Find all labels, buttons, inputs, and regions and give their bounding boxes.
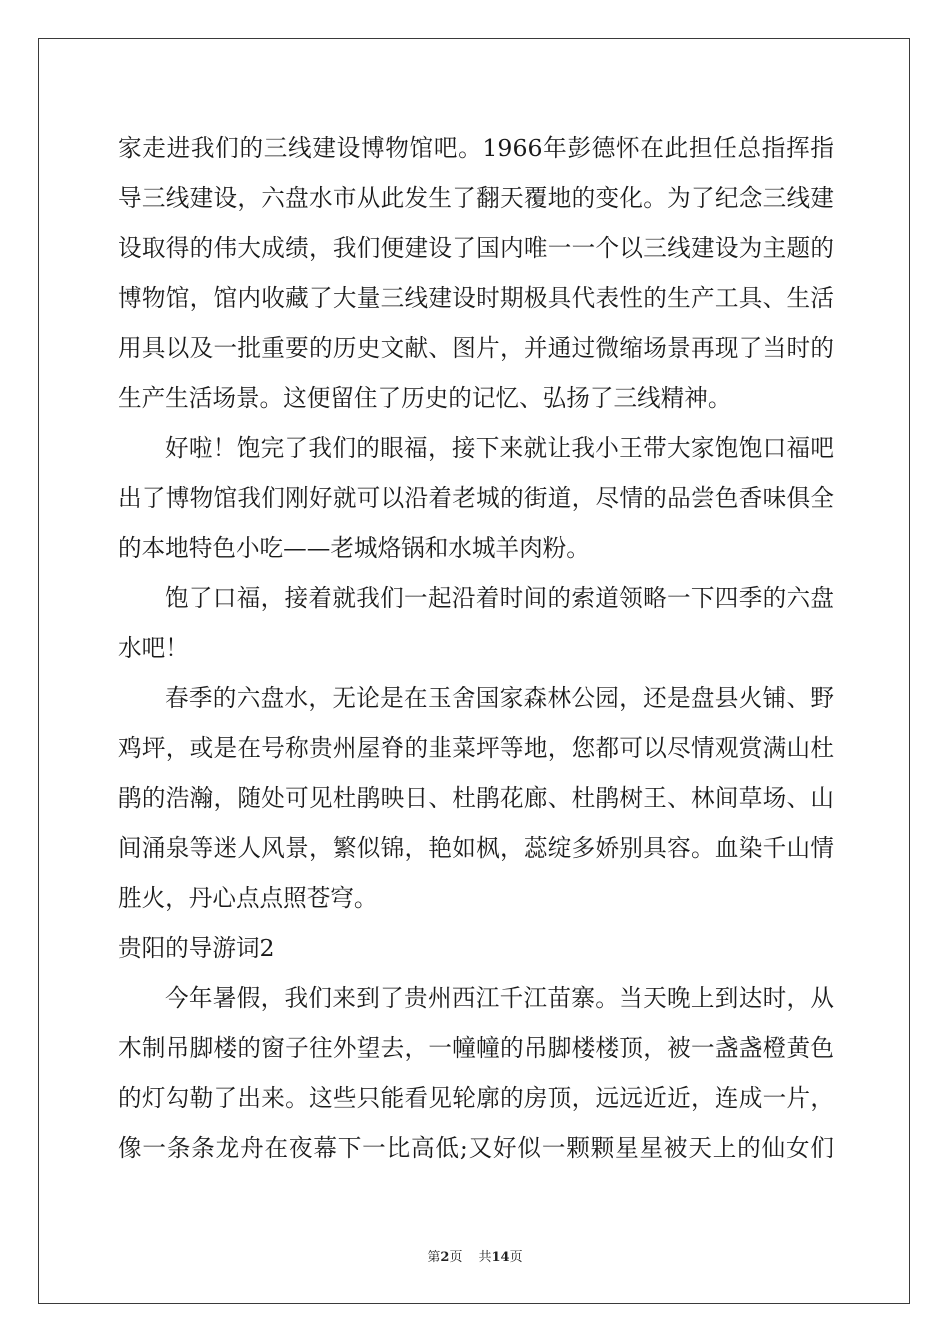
page-suffix: 页 [449, 1250, 463, 1265]
text-line: 设取得的伟大成绩，我们便建设了国内唯一一个以三线建设为主题的 [118, 234, 834, 262]
paragraph-first-line: 饱了口福，接着就我们一起沿着时间的索道领略一下四季的六盘 [165, 584, 834, 612]
document-body [118, 130, 834, 1180]
text-line: 的本地特色小吃——老城烙锅和水城羊肉粉。 [118, 534, 590, 562]
text-line: 鸡坪，或是在号称贵州屋脊的韭菜坪等地，您都可以尽情观赏满山杜 [118, 734, 834, 762]
section-heading: 贵阳的导游词2 [118, 934, 275, 962]
text-line: 导三线建设，六盘水市从此发生了翻天覆地的变化。为了纪念三线建 [118, 184, 834, 212]
text-line: 木制吊脚楼的窗子往外望去，一幢幢的吊脚楼楼顶，被一盏盏橙黄色 [118, 1034, 834, 1062]
page-footer [0, 1250, 950, 1266]
text-line: 像一条条龙舟在夜幕下一比高低;又好似一颗颗星星被天上的仙女们 [118, 1134, 834, 1162]
text-line: 用具以及一批重要的历史文献、图片，并通过微缩场景再现了当时的 [118, 334, 834, 362]
paragraph-first-line: 今年暑假，我们来到了贵州西江千江苗寨。当天晚上到达时，从 [165, 984, 834, 1012]
text-line: 间涌泉等迷人风景，繁似锦，艳如枫，蕊绽多娇别具容。血染千山情 [118, 834, 834, 862]
text-line: 家走进我们的三线建设博物馆吧。1966年彭德怀在此担任总指挥指 [118, 134, 834, 162]
paragraph-first-line: 春季的六盘水，无论是在玉舍国家森林公园，还是盘县火铺、野 [165, 684, 834, 712]
text-line: 博物馆，馆内收藏了大量三线建设时期极具代表性的生产工具、生活 [118, 284, 834, 312]
text-line: 出了博物馆我们刚好就可以沿着老城的街道，尽情的品尝色香味俱全 [118, 484, 834, 512]
text-line: 鹃的浩瀚，随处可见杜鹃映日、杜鹃花廊、杜鹃树王、林间草场、山 [118, 784, 834, 812]
text-line: 生产生活场景。这便留住了历史的记忆、弘扬了三线精神。 [118, 384, 732, 412]
text-line: 的灯勾勒了出来。这些只能看见轮廓的房顶，远远近近，连成一片， [118, 1084, 834, 1112]
total-suffix: 页 [509, 1250, 523, 1265]
page-number: 2 [440, 1250, 450, 1265]
paragraph-first-line: 好啦！饱完了我们的眼福，接下来就让我小王带大家饱饱口福吧 [165, 434, 834, 462]
text-line: 胜火，丹心点点照苍穹。 [118, 884, 378, 912]
page-prefix: 第 [427, 1250, 441, 1265]
text-line: 水吧！ [118, 634, 189, 662]
total-pages: 14 [491, 1250, 510, 1265]
total-prefix: 共 [478, 1250, 492, 1265]
